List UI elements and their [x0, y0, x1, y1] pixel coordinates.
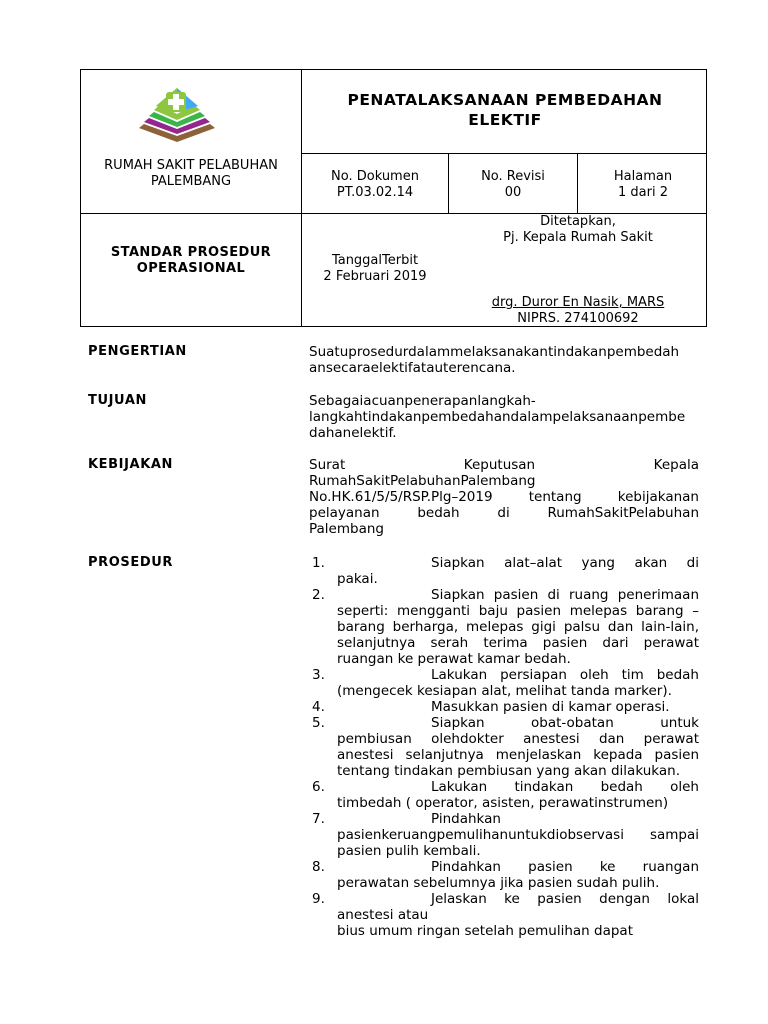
sop-line1: STANDAR PROSEDUR — [110, 245, 272, 260]
list-number: 8. — [312, 859, 325, 875]
section-label-tujuan: TUJUAN — [88, 393, 147, 408]
list-number: 5. — [312, 715, 325, 731]
list-item — [312, 715, 699, 779]
approved-by-line1: Ditetapkan, — [540, 214, 616, 229]
list-item-first-line: Masukkan pasien di kamar operasi. — [431, 699, 670, 715]
list-number: 4. — [312, 699, 325, 715]
list-number: 7. — [312, 811, 325, 827]
header-table — [80, 69, 707, 327]
list-item-rest: pasienkeruangpemulihanuntukdiobservasi sampai pasien pulih kembali. — [337, 827, 699, 859]
kebijakan-line: Palembang — [309, 521, 384, 537]
revision-cell — [449, 169, 577, 201]
hospital-logo — [136, 86, 218, 144]
title-line2: ELEKTIF — [468, 111, 542, 129]
section-label-prosedur: PROSEDUR — [88, 555, 173, 570]
sop-line2: OPERASIONAL — [136, 261, 246, 276]
list-item-rest: seperti: mengganti baju pasien melepas barang – barang berharga, melepas gigi palsu dan lain-lain, selanjutnya serah terima pasien dari perawat ruangan ke perawat kamar bedah. — [337, 603, 699, 667]
list-number: 2. — [312, 587, 325, 603]
logo-cross-h — [168, 99, 184, 105]
list-item — [312, 667, 699, 699]
kebijakan-line: RumahSakitPelabuhanPalembang — [309, 473, 536, 489]
prosedur-list — [312, 555, 699, 939]
list-item-first-line: Siapkan obat-obatan untuk — [431, 715, 699, 731]
doc-number-cell — [302, 169, 448, 201]
list-trailing-line: bius umum ringan setelah pemulihan dapat — [337, 923, 633, 939]
pengertian-line: Suatuprosedurdalammelaksanakantindakanpembedah — [309, 344, 680, 360]
hospital-name — [81, 158, 301, 190]
kebijakan-line: No.HK.61/5/5/RSP.Plg–2019 tentang kebijakanan — [309, 489, 699, 505]
list-item — [312, 859, 699, 891]
list-number: 6. — [312, 779, 325, 795]
document-title — [302, 90, 708, 130]
list-item-rest: pembiusan olehdokter anestesi dan perawat anestesi selanjutnya menjelaskan kepada pasien tentang tindakan pembiusan yang akan dilakukan. — [337, 731, 699, 779]
section-text-tujuan — [309, 393, 699, 441]
list-item-first-line: Jelaskan ke pasien dengan lokal — [431, 891, 699, 907]
doc-number-label: No. Dokumen — [331, 169, 419, 184]
list-number: 1. — [312, 555, 325, 571]
issue-date-cell — [302, 253, 448, 285]
kebijakan-line: Surat Keputusan Kepala — [309, 457, 699, 473]
list-item — [312, 587, 699, 667]
pengertian-line: ansecaraelektifatauterencana. — [309, 360, 516, 376]
list-item-first-line: Lakukan persiapan oleh tim bedah — [431, 667, 699, 683]
tujuan-line: langkahtindakanpembedahandalampelaksanaanpembe — [309, 409, 686, 425]
list-item — [312, 779, 699, 811]
list-item — [312, 811, 699, 859]
list-item — [312, 699, 699, 715]
list-item — [312, 891, 699, 923]
list-item-rest: perawatan sebelumnya jika pasien sudah pulih. — [337, 875, 660, 891]
signer-id: NIPRS. 274100692 — [517, 311, 639, 326]
tujuan-line: Sebagaiacuanpenerapanlangkah- — [309, 393, 536, 409]
doc-number-value: PT.03.02.14 — [336, 185, 414, 200]
list-item-rest: (mengecek kesiapan alat, melihat tanda marker). — [337, 683, 672, 699]
list-item-rest: pakai. — [337, 571, 378, 587]
section-label-pengertian: PENGERTIAN — [88, 344, 187, 359]
list-number: 3. — [312, 667, 325, 683]
list-number: 9. — [312, 891, 325, 907]
page-label: Halaman — [613, 169, 673, 184]
list-item-rest: anestesi atau — [337, 907, 429, 923]
list-item-first-line: Siapkan alat–alat yang akan di — [431, 555, 699, 571]
revision-label: No. Revisi — [481, 169, 545, 184]
hospital-name-line1: RUMAH SAKIT PELABUHAN — [104, 158, 278, 173]
divider — [301, 153, 707, 154]
approval-cell — [449, 214, 707, 246]
list-item — [312, 555, 699, 587]
kebijakan-line: pelayanan bedah di RumahSakitPelabuhan — [309, 505, 699, 521]
page-cell — [578, 169, 708, 201]
section-text-kebijakan — [309, 457, 699, 537]
title-line1: PENATALAKSANAAN PEMBEDAHAN — [347, 91, 663, 109]
section-label-kebijakan: KEBIJAKAN — [88, 457, 174, 472]
list-item-first-line: Lakukan tindakan bedah oleh — [431, 779, 699, 795]
list-item-first-line: Siapkan pasien di ruang penerimaan — [431, 587, 699, 603]
issue-date-label: TanggalTerbit — [331, 253, 419, 268]
list-item-first-line: Pindahkan — [431, 811, 501, 827]
hospital-name-line2: PALEMBANG — [150, 174, 232, 189]
sop-label — [81, 245, 301, 277]
revision-value: 00 — [504, 185, 522, 200]
approved-by-line2: Pj. Kepala Rumah Sakit — [503, 230, 653, 245]
page-value: 1 dari 2 — [618, 185, 668, 200]
list-item-rest: timbedah ( operator, asisten, perawatinstrumen) — [337, 795, 669, 811]
section-text-pengertian — [309, 344, 699, 376]
tujuan-line: dahanelektif. — [309, 425, 397, 441]
signer-cell — [449, 295, 707, 327]
issue-date-value: 2 Februari 2019 — [323, 269, 427, 284]
list-item-first-line: Pindahkan pasien ke ruangan — [431, 859, 699, 875]
signer-name: drg. Duror En Nasik, MARS — [491, 295, 665, 310]
